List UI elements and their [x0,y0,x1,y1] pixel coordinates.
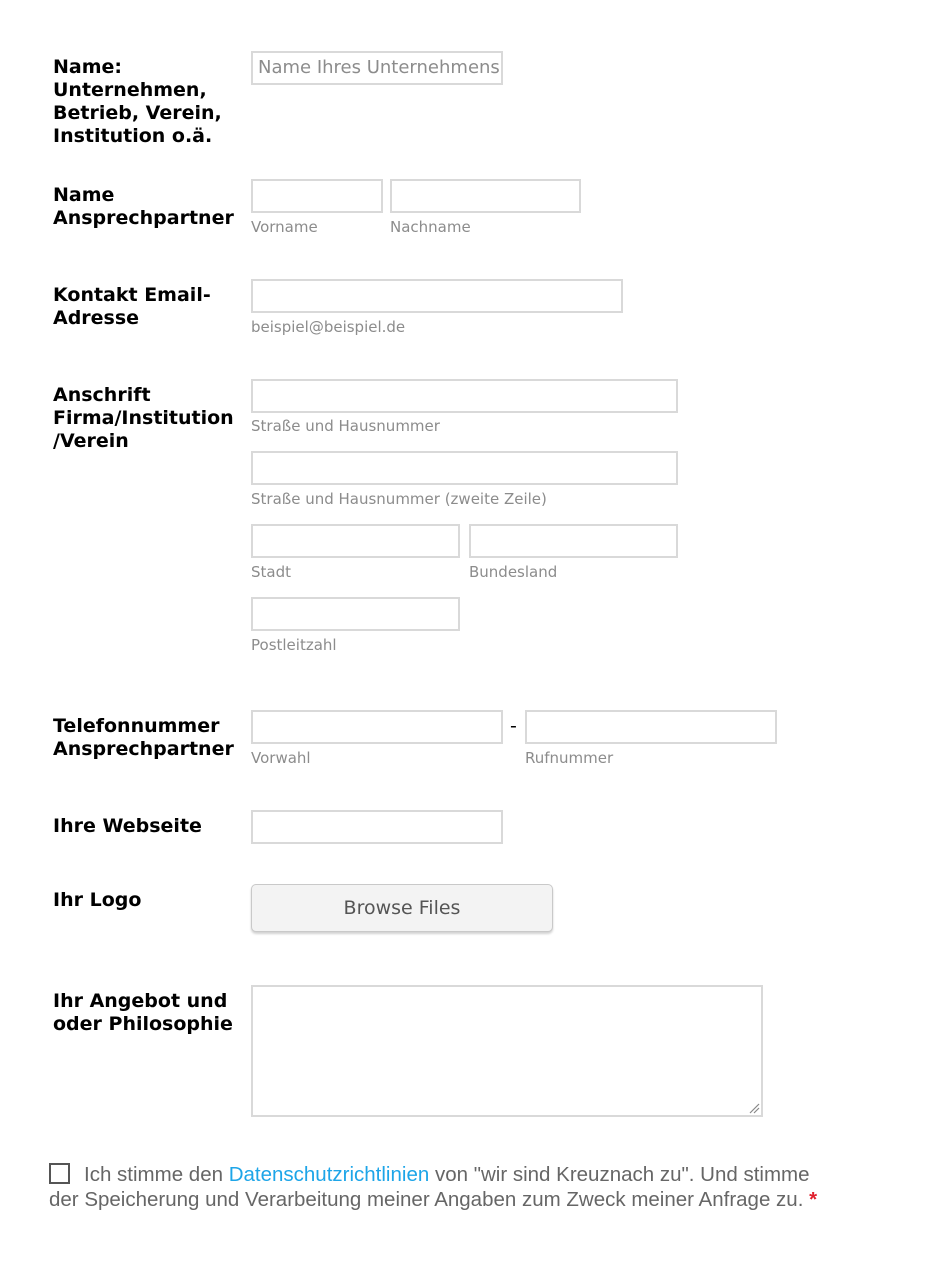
resize-handle-icon[interactable] [748,1102,760,1114]
last-name-input[interactable] [390,179,581,213]
street2-sublabel: Straße und Hausnummer (zweite Zeile) [251,490,547,508]
company-name-input[interactable]: Name Ihres Unternehmens [251,51,503,85]
first-name-sublabel: Vorname [251,218,318,236]
required-marker: * [809,1188,818,1211]
consent-text-before: Ich stimme den [84,1163,229,1186]
website-label: Ihre Webseite [53,815,202,837]
phone-area-input[interactable] [251,710,503,744]
company-name-label: Name: Unternehmen, Betrieb, Verein, Institution o.ä. [53,56,222,147]
website-input[interactable] [251,810,503,844]
city-input[interactable] [251,524,460,558]
phone-number-input[interactable] [525,710,777,744]
phone-label: Telefonnummer Ansprechpartner [53,715,234,760]
street2-input[interactable] [251,451,678,485]
offer-textarea[interactable] [251,985,763,1117]
state-sublabel: Bundesland [469,563,558,581]
consent-text-after: von "wir sind Kreuznach zu". Und stimme der Speicherung und Verarbeitung meiner Angaben zum Zweck meiner Anfrage zu. [49,1163,810,1211]
street-input[interactable] [251,379,678,413]
consent-checkbox[interactable] [49,1163,70,1184]
address-label: Anschrift Firma/Institution /Verein [53,384,234,452]
privacy-policy-link[interactable]: Datenschutzrichtlinien [228,1163,430,1186]
zip-sublabel: Postleitzahl [251,636,337,654]
zip-input[interactable] [251,597,460,631]
consent-text [49,1162,839,1212]
email-input[interactable] [251,279,623,313]
street-sublabel: Straße und Hausnummer [251,417,440,435]
phone-area-sublabel: Vorwahl [251,749,311,767]
phone-number-sublabel: Rufnummer [525,749,614,767]
offer-label: Ihr Angebot und oder Philosophie [53,990,233,1035]
city-sublabel: Stadt [251,563,291,581]
phone-separator: - [510,715,517,737]
logo-label: Ihr Logo [53,889,142,911]
state-input[interactable] [469,524,678,558]
email-sublabel: beispiel@beispiel.de [251,318,406,336]
email-label: Kontakt Email-Adresse [53,284,211,329]
first-name-input[interactable] [251,179,383,213]
last-name-sublabel: Nachname [390,218,471,236]
browse-files-button[interactable]: Browse Files [251,884,553,932]
contact-name-label: Name Ansprechpartner [53,184,234,229]
